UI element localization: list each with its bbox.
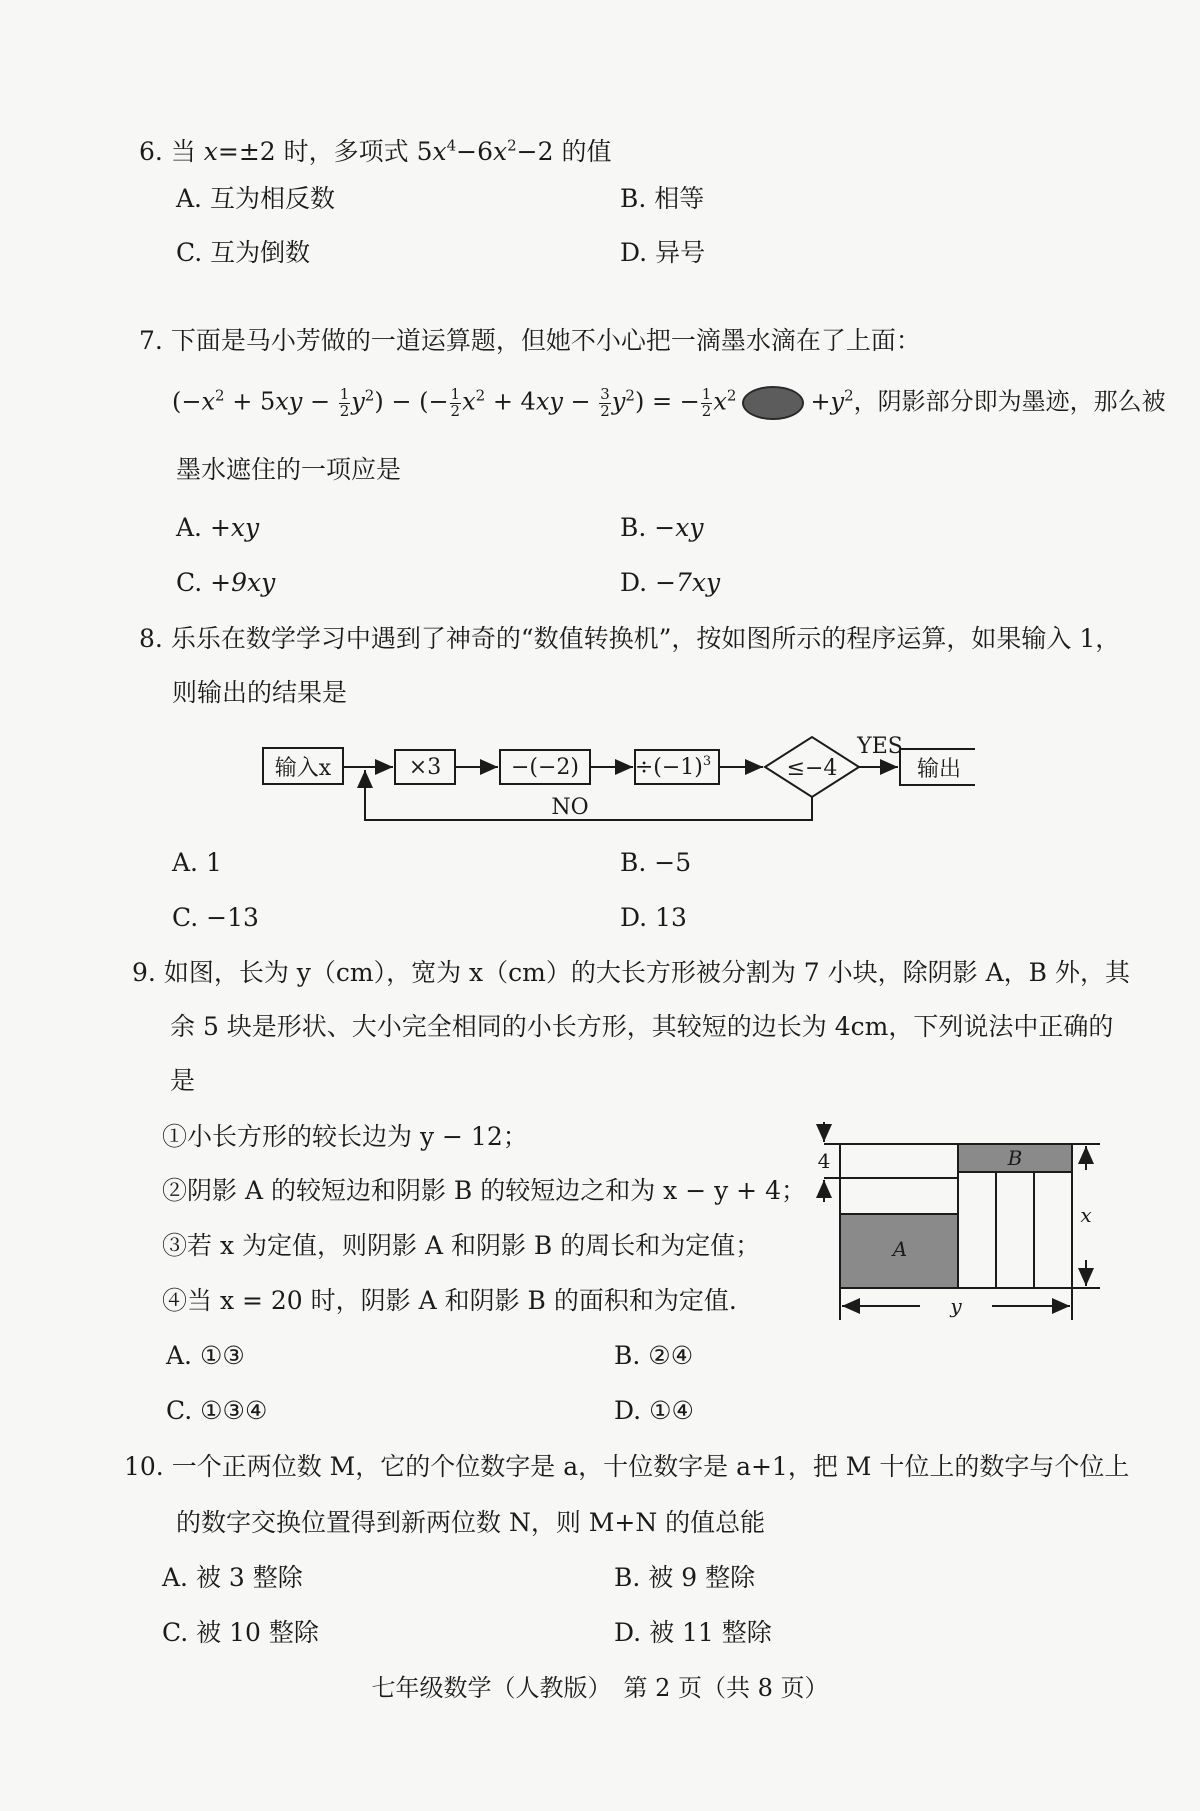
q8-option-d[interactable]: D. 13 xyxy=(620,903,687,932)
q7-option-d[interactable]: D. −7xy xyxy=(620,568,721,597)
q7-expression: ($-x^2 + 5xy$ − $\frac{1}{2}$ $y^2$) − (− $\frac{1}{2}$ $x^2 + 4xy$ − $\frac{3}{2}$ $y^2$) = − $\frac{1}{2}$ $x^2 +y^2$，阴影部分即为墨迹，那么被 xyxy=(172,384,1166,420)
q7-stem-text: 下面是马小芳做的一道运算题，但她不小心把一滴墨水滴在了上面： xyxy=(170,326,921,355)
q6-stem-tail: 的值 xyxy=(561,137,612,166)
q7-option-b[interactable]: B. −xy xyxy=(620,513,704,542)
q10-option-c[interactable]: C. 被 10 整除 xyxy=(162,1618,319,1647)
q10-stem-line1: 10. 一个正两位数 M，它的个位数字是 a，十位数字是 a+1，把 M 十位上的数字与个位上 xyxy=(124,1452,1130,1481)
q6-option-b[interactable]: B. 相等 xyxy=(620,184,705,213)
rectangle-figure xyxy=(810,1110,1110,1332)
q6-stem: 6. 当 x=±2 时，多项式 $5x^4-6x^2-2$ 的值 xyxy=(139,136,612,166)
flow-output-label: 输出 xyxy=(916,757,962,782)
q10-stem-line2: 的数字交换位置得到新两位数 N，则 M+N 的值总能 xyxy=(176,1508,766,1537)
ink-blot xyxy=(742,386,804,420)
q9-number: 9. xyxy=(132,958,156,987)
q10-number: 10. xyxy=(124,1452,164,1481)
flow-yes-label: YES xyxy=(857,734,903,759)
q9-statement-2: ②阴影 A 的较短边和阴影 B 的较短边之和为 x − y + 4； xyxy=(162,1176,806,1205)
q8-number: 8. xyxy=(139,624,163,653)
flow-step3-label: $\div(-1)^3$ xyxy=(634,754,712,780)
q7-option-c[interactable]: C. +9xy xyxy=(176,568,276,597)
q8-option-a[interactable]: A. 1 xyxy=(172,848,222,877)
q9-stem-line1: 9. 如图，长为 y（cm），宽为 x（cm）的大长方形被分割为 7 小块，除阴影 A，B 外，其 xyxy=(132,958,1130,987)
q9-option-d[interactable]: D. ①④ xyxy=(614,1396,694,1425)
q7-stem-line3: 墨水遮住的一项应是 xyxy=(176,455,402,484)
q6-number: 6. xyxy=(139,137,163,166)
q6-stem-mid: =±2 时，多项式 5 xyxy=(217,137,433,166)
q8-option-b[interactable]: B. −5 xyxy=(620,848,692,877)
q9-option-b[interactable]: B. ②④ xyxy=(614,1341,694,1370)
label-a: A xyxy=(892,1237,908,1261)
q9-stem-line3: 是 xyxy=(170,1066,196,1095)
label-y: y xyxy=(950,1294,962,1318)
q6-stem-pre: 当 xyxy=(170,137,196,166)
q7-stem xyxy=(139,326,921,356)
q9-statement-4: ④当 x = 20 时，阴影 A 和阴影 B 的面积和为定值. xyxy=(162,1286,737,1315)
q9-stem-line2: 余 5 块是形状、大小完全相同的小长方形，其较短的边长为 4cm，下列说法中正确的 xyxy=(170,1012,1114,1041)
q7-after-expr: ，阴影部分即为墨迹，那么被 xyxy=(853,387,1166,416)
q7-number: 7. xyxy=(139,326,163,355)
flow-no-label: NO xyxy=(551,795,589,820)
q9-statement-3: ③若 x 为定值，则阴影 A 和阴影 B 的周长和为定值； xyxy=(162,1231,761,1260)
q6-option-c[interactable]: C. 互为倒数 xyxy=(176,238,311,267)
q7-option-a[interactable]: A. +xy xyxy=(176,513,260,542)
q8-stem xyxy=(139,624,1120,654)
q6-stem-var: x xyxy=(203,137,218,166)
label-b: B xyxy=(1007,1146,1023,1170)
q9-statement-1: ①小长方形的较长边为 y − 12； xyxy=(162,1122,528,1151)
flow-condition-label: ≤−4 xyxy=(786,756,838,781)
flow-input-label: 输入x xyxy=(274,756,332,781)
flowchart xyxy=(255,730,975,830)
q9-option-c[interactable]: C. ①③④ xyxy=(166,1396,268,1425)
q6-option-d[interactable]: D. 异号 xyxy=(620,238,706,267)
q8-stem-line2: 则输出的结果是 xyxy=(172,678,348,707)
q8-option-c[interactable]: C. −13 xyxy=(172,903,259,932)
label-4: 4 xyxy=(817,1149,831,1173)
flow-step2-label: −(−2) xyxy=(510,755,580,780)
q8-stem-text: 乐乐在数学学习中遇到了神奇的“数值转换机”，按如图所示的程序运算，如果输入 1， xyxy=(170,624,1121,653)
page-footer: 七年级数学（人教版） 第 2 页（共 8 页） xyxy=(371,1674,829,1702)
q9-option-a[interactable]: A. ①③ xyxy=(166,1341,245,1370)
q10-option-b[interactable]: B. 被 9 整除 xyxy=(614,1563,756,1592)
q10-option-d[interactable]: D. 被 11 整除 xyxy=(614,1618,772,1647)
flow-step1-label: ×3 xyxy=(408,755,442,780)
q6-option-a[interactable]: A. 互为相反数 xyxy=(176,184,335,213)
q10-option-a[interactable]: A. 被 3 整除 xyxy=(162,1563,303,1592)
label-x: x xyxy=(1080,1203,1092,1227)
